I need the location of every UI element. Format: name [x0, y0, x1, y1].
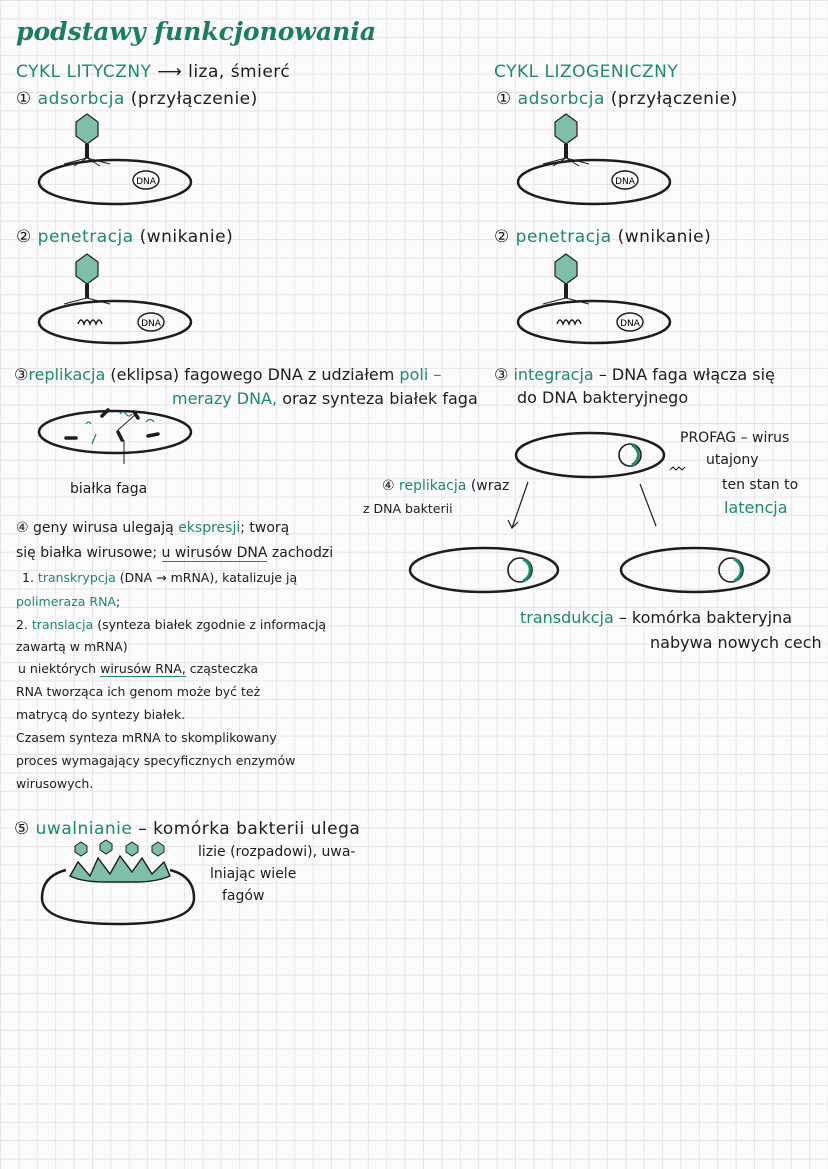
penetration-diagram-lysogenic: [515, 252, 675, 344]
list-number: 2.: [16, 617, 28, 632]
lytic-step-3-cont: [172, 390, 478, 408]
step-text: (DNA → mRNA), katalizuje ją: [119, 570, 298, 585]
arrow-right-icon: ⟶: [157, 62, 183, 82]
lytic-step-4-line12: wirusowych.: [16, 776, 94, 791]
step-name: adsorbcja: [517, 89, 605, 109]
step-text-accent: merazy DNA,: [172, 389, 278, 408]
step-name: replikacja: [399, 478, 467, 494]
step-text: się białka wirusowe;: [16, 545, 158, 561]
step-text: (synteza białek zgodnie z informacją: [97, 617, 327, 632]
phage-icon: [543, 254, 589, 304]
lysogenic-step-4: [382, 478, 509, 494]
step-name: penetracja: [515, 227, 612, 247]
step-text: ;: [115, 594, 121, 609]
step-number-2: ②: [16, 227, 32, 247]
lysis-diagram: [36, 836, 202, 932]
viral-dna-icon: [78, 320, 102, 324]
replication-diagram-lytic: [36, 404, 196, 468]
step-text-accent: ekspresji: [178, 520, 241, 536]
step-name: replikacja: [28, 365, 106, 384]
daughter-cell-left: [406, 542, 562, 600]
daughter-cell-right: [617, 542, 773, 600]
prophage-label-2: utajony: [706, 452, 759, 468]
step-text-accent: poli –: [399, 365, 442, 384]
viral-dna-icon: [557, 320, 581, 324]
lytic-step-5-cont3: fagów: [222, 888, 265, 904]
lytic-step-4-line2: [16, 545, 333, 561]
lytic-heading-text: CYKL LITYCZNY: [16, 62, 152, 82]
step-text: geny wirusa ulegają: [33, 520, 174, 536]
step-number-3: ③: [14, 365, 29, 384]
lysogenic-step-2: [494, 228, 711, 248]
step-text: ; tworą: [240, 520, 290, 536]
step-number-1: ①: [496, 89, 512, 109]
lytic-step-4-line9: matrycą do syntezy białek.: [16, 707, 186, 722]
prophage-label: PROFAG – wirus: [680, 430, 790, 446]
step-name: uwalnianie: [35, 819, 133, 839]
step-text: (eklipsa) fagowego DNA z udziałem: [110, 365, 395, 384]
prophage-icon: [734, 559, 741, 581]
step-name: integracja: [513, 365, 594, 384]
step-name: penetracja: [37, 227, 134, 247]
step-number-2: ②: [494, 227, 510, 247]
lysogenic-step-3: [494, 366, 775, 384]
lytic-heading-note: liza, śmierć: [188, 62, 291, 82]
lysogenic-step-3-cont: do DNA bakteryjnego: [517, 388, 689, 407]
lytic-step-4-line6: zawartą w mRNA): [16, 639, 128, 654]
adsorption-diagram-lytic: [36, 112, 196, 206]
dna-label: DNA: [620, 319, 640, 329]
dna-label: DNA: [615, 177, 635, 187]
transduction-line2: nabywa nowych cech: [650, 633, 822, 652]
prophage-icon: [523, 559, 530, 581]
step-text: cząsteczka: [189, 661, 259, 676]
transduction-text: – komórka bakteryjna: [618, 608, 793, 627]
phage-icon: [543, 114, 589, 166]
lytic-step-4-line8: RNA tworząca ich genom może być też: [16, 684, 261, 699]
step-text: zachodzi: [271, 545, 334, 561]
step-text: – DNA faga włącza się: [598, 365, 775, 384]
dna-label: DNA: [136, 177, 156, 187]
step-text-underlined: wirusów RNA,: [100, 661, 186, 676]
step-note: (wnikanie): [617, 227, 712, 247]
transduction-line1: [520, 609, 792, 627]
lytic-step-5-cont1: lizie (rozpadowi), uwa-: [198, 844, 356, 860]
proteins-label: białka faga: [70, 481, 148, 497]
prophage-diagram: [510, 424, 686, 540]
lytic-step-5-cont2: lniając wiele: [210, 866, 297, 882]
step-number-4: ④: [382, 478, 395, 494]
lytic-step-4-line11: proces wymagający specyficznych enzymów: [16, 753, 296, 768]
step-text-accent: transkrypcja: [37, 570, 116, 585]
page-title: podstawy funkcjonowania: [16, 17, 377, 46]
dna-label: DNA: [141, 319, 161, 329]
phage-icon: [64, 254, 110, 304]
step-text: u niektórych: [18, 661, 97, 676]
lytic-step-4-line7: [18, 662, 258, 676]
step-note: (wnikanie): [139, 227, 234, 247]
step-number-1: ①: [16, 89, 32, 109]
step-text-accent: polimeraza RNA: [16, 594, 116, 609]
lytic-step-4-line10: Czasem synteza mRNA to skomplikowany: [16, 730, 277, 745]
lytic-step-4-line1: [16, 520, 289, 536]
step-text: oraz synteza białek faga: [282, 389, 478, 408]
penetration-diagram-lytic: [36, 252, 196, 344]
lytic-step-2: [16, 228, 233, 248]
lysogenic-step-1: [496, 90, 738, 110]
lysogenic-step-4-cont: z DNA bakterii: [363, 501, 453, 516]
list-number: 1.: [22, 570, 34, 585]
lytic-heading: [16, 63, 290, 83]
step-name: adsorbcja: [37, 89, 125, 109]
latency-term: latencja: [724, 498, 788, 517]
prophage-icon: [632, 445, 638, 465]
latency-label: ten stan to: [722, 477, 799, 493]
phage-heads-icon: [75, 840, 164, 856]
adsorption-diagram-lysogenic: [515, 112, 675, 206]
step-text-accent: translacja: [31, 617, 94, 632]
lytic-step-1: [16, 90, 258, 110]
step-text: (wraz: [470, 478, 510, 494]
lytic-step-4-line4: [16, 595, 120, 609]
step-number-3: ③: [494, 365, 509, 384]
step-note: (przyłączenie): [130, 89, 258, 109]
step-number-4: ④: [16, 520, 29, 536]
phage-icon: [64, 114, 110, 166]
lytic-step-3: [14, 366, 441, 384]
released-phages-icon: [70, 856, 170, 882]
step-note: (przyłączenie): [610, 89, 738, 109]
lysogenic-heading: CYKL LIZOGENICZNY: [494, 62, 679, 82]
step-number-5: ⑤: [14, 819, 30, 839]
lytic-step-4-line3: [22, 571, 297, 585]
step-text: – komórka bakterii ulega: [138, 819, 361, 839]
transduction-term: transdukcja: [520, 608, 614, 627]
step-text-underlined: u wirusów DNA: [161, 545, 268, 561]
lytic-step-4-line5: [16, 618, 326, 632]
